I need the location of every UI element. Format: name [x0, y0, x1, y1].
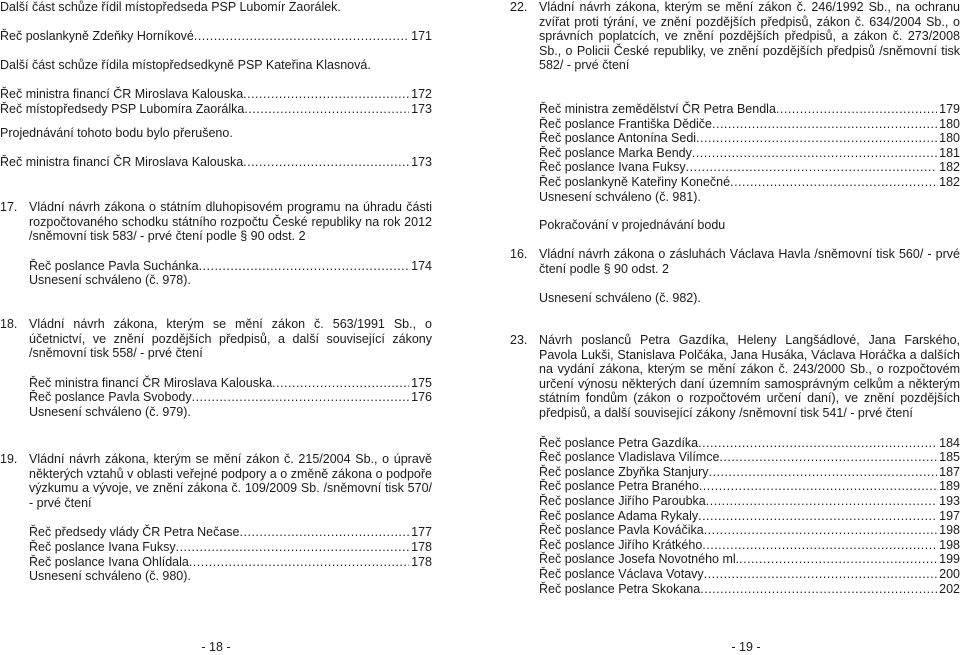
- agenda-item-23: [510, 333, 960, 596]
- item-text: Vládní návrh zákona, kterým se mění zákon č. 563/1991 Sb., o účetnictví, ve znění pozdějších předpisů, a další související zákony /sněmovní tisk 558/ - prvé čtení: [29, 317, 432, 361]
- toc-entry: Řeč poslance Pavla Suchánka ..... 174: [29, 259, 432, 274]
- toc-entry: Řeč ministra zemědělství ČR Petra Bendla ..... 179: [539, 102, 960, 117]
- item-number: 17.: [0, 200, 18, 214]
- toc-entry: Řeč poslance Václava Votavy ..... 200: [539, 567, 960, 582]
- toc-entry: Řeč poslance Jiřího Paroubka ..... 193: [539, 494, 960, 509]
- item-text: Vládní návrh zákona o státním dluhopisovém programu na úhradu části rozpočtovaného schodku státního rozpočtu České republiky na rok 2012 /sněmovní tisk 583/ - prvé čtení podle § 90 odst. 2: [29, 200, 432, 244]
- toc-entry: Řeč ministra financí ČR Miroslava Kalouska ..... 173: [0, 155, 432, 170]
- page-number-left: - 18 -: [201, 640, 231, 654]
- page-number-right: - 19 -: [731, 640, 761, 654]
- resolution: Usnesení schváleno (č. 981).: [539, 189, 701, 204]
- agenda-item-18: [0, 317, 432, 420]
- resolution: Usnesení schváleno (č. 978).: [29, 273, 191, 288]
- item-text: Návrh poslanců Petra Gazdíka, Heleny Langšádlové, Jana Farského, Pavola Lukši, Stanislava Polčáka, Jana Husáka, Václava Horáčka a dalších na vydání zákona, kterým se mění zákon č. 243/2000 Sb., o rozpočtovém určení výnosu některých daní územním samosprávným celkům a některým státním fondům (zákon o rozpočtovém určení daní), ve znění pozdějších předpisů, a další související zákony /sněmovní tisk 541/ - prvé čtení: [539, 333, 960, 420]
- resolution: Usnesení schváleno (č. 979).: [29, 404, 191, 419]
- toc-entry: Řeč poslankyně Zdeňky Horníkové ..... 171: [0, 29, 432, 44]
- toc-entry: Řeč ministra financí ČR Miroslava Kalouska ..... 175: [29, 376, 432, 391]
- toc-entry: Řeč poslance Vladislava Vilímce ..... 185: [539, 450, 960, 465]
- toc-entry: Řeč poslance Ivana Fuksy ..... 178: [29, 540, 432, 555]
- toc-entry: Řeč ministra financí ČR Miroslava Kalouska ..... 172: [0, 87, 432, 102]
- agenda-item-22: [510, 0, 960, 204]
- toc-entry: Řeč poslance Ivana Ohlídala ..... 178: [29, 555, 432, 570]
- session-note: Další část schůze řídil místopředseda PSP Lubomír Zaorálek.: [0, 0, 341, 14]
- toc-group: [0, 87, 432, 116]
- toc-entry: Řeč poslance Zbyňka Stanjury ..... 187: [539, 465, 960, 480]
- toc-entry: Řeč poslance Ivana Fuksy ..... 182: [539, 160, 960, 175]
- continuation-note: Pokračování v projednávání bodu: [539, 218, 726, 232]
- resolution: Usnesení schváleno (č. 982).: [539, 291, 701, 306]
- toc-entry: Řeč poslance Pavla Svobody ..... 176: [29, 390, 432, 405]
- item-text: Vládní návrh zákona, kterým se mění zákon č. 246/1992 Sb., na ochranu zvířat proti týrání, ve znění pozdějších předpisů, zákon č. 634/2004 Sb., o správních poplatcích, ve znění pozdějších předpisů, a zákon č. 273/2008 Sb., o Policii České republiky, ve znění pozdějších předpisů /sněmovní tisk 582/ - prvé čtení: [539, 0, 960, 73]
- resolution: Usnesení schváleno (č. 980).: [29, 569, 191, 584]
- item-number: 22.: [510, 0, 528, 14]
- toc-entry: Řeč poslance Františka Dědiče ..... 180: [539, 117, 960, 132]
- toc-entry: Řeč poslance Marka Bendy ..... 181: [539, 146, 960, 161]
- toc-entry: Řeč poslankyně Kateřiny Konečné ..... 182: [539, 175, 960, 190]
- toc-entry: Řeč poslance Jiřího Krátkého ..... 198: [539, 538, 960, 553]
- session-note: Další část schůze řídila místopředsedkyně PSP Kateřina Klasnová.: [0, 58, 371, 72]
- item-number: 16.: [510, 247, 528, 261]
- agenda-item-19: [0, 452, 432, 584]
- toc-entry: Řeč poslance Adama Rykaly ..... 197: [539, 509, 960, 524]
- toc-entry: Řeč poslance Antonína Sedi ..... 180: [539, 131, 960, 146]
- agenda-item-16: [510, 247, 960, 306]
- toc-entry: Řeč místopředsedy PSP Lubomíra Zaorálka ..... 173: [0, 102, 432, 117]
- item-number: 23.: [510, 333, 528, 347]
- item-number: 19.: [0, 452, 18, 466]
- toc-entry: Řeč poslance Petra Gazdíka ..... 184: [539, 436, 960, 451]
- item-text: Vládní návrh zákona o zásluhách Václava Havla /sněmovní tisk 560/ - prvé čtení podle § 90 odst. 2: [539, 247, 960, 276]
- toc-entry: Řeč poslance Petra Skokana ..... 202: [539, 582, 960, 597]
- toc-entry: Řeč poslance Pavla Kováčika ..... 198: [539, 523, 960, 538]
- toc-entry: Řeč poslance Josefa Novotného ml. ..... 199: [539, 552, 960, 567]
- agenda-item-17: [0, 200, 432, 288]
- item-number: 18.: [0, 317, 18, 331]
- toc-entry: Řeč poslance Petra Braného ..... 189: [539, 479, 960, 494]
- interruption-note: Projednávání tohoto bodu bylo přerušeno.: [0, 126, 233, 140]
- item-text: Vládní návrh zákona, kterým se mění zákon č. 215/2004 Sb., o úpravě některých vztahů v oblasti veřejné podpory a o změně zákona o podpoře výzkumu a vývoje, ve znění zákona č. 109/2009 Sb. /sněmovní tisk 570/ - prvé čtení: [29, 452, 432, 510]
- toc-entry: Řeč předsedy vlády ČR Petra Nečase ..... 177: [29, 525, 432, 540]
